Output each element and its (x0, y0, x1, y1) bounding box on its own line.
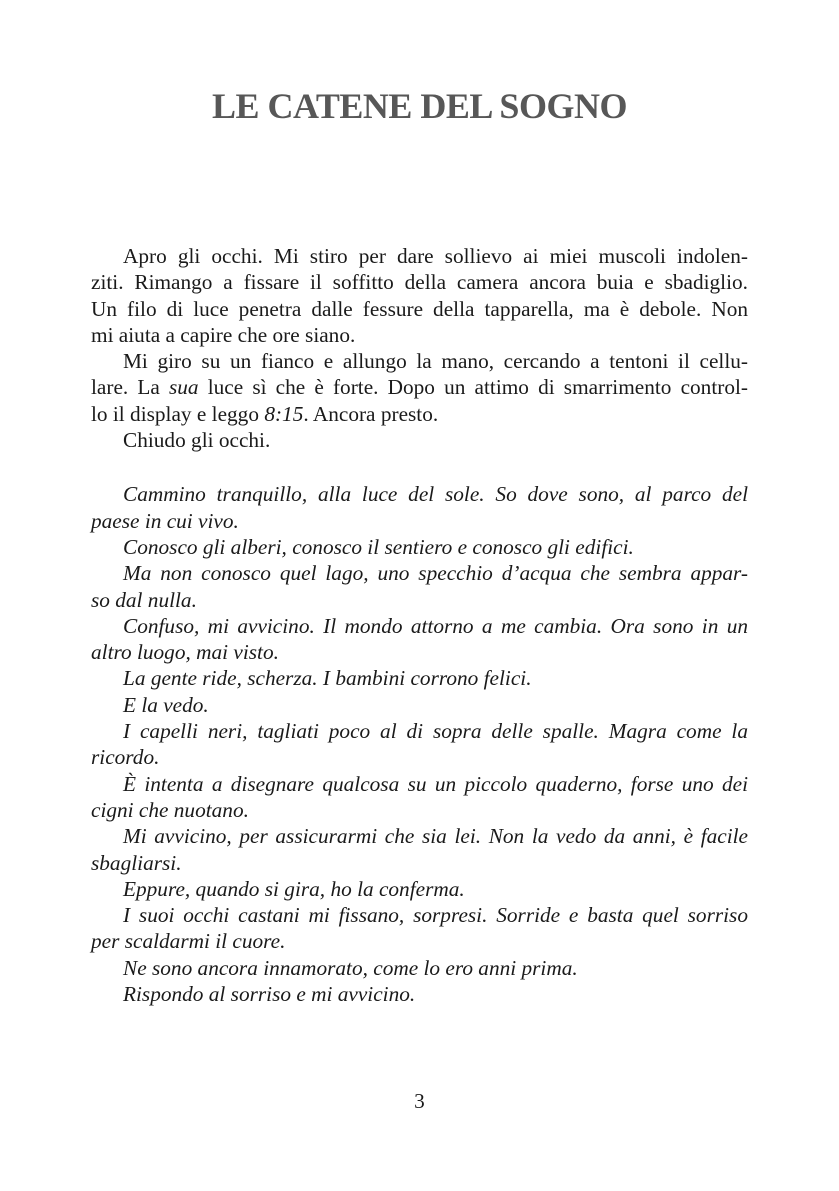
paragraph (91, 692, 748, 718)
text-line (91, 560, 748, 586)
text-segment: Mi giro su un fianco e allungo la mano, cercando a tentoni il cellu- (123, 349, 748, 374)
chapter-title: LE CATENE DEL SOGNO (212, 86, 627, 126)
text-line (91, 401, 748, 427)
italic-emphasis: sua (168, 375, 199, 400)
text-segment: Ne sono ancora innamorato, come lo ero anni prima. (123, 955, 578, 980)
text-segment: Un filo di luce penetra dalle fessure della tapparella, ma è debole. Non (91, 296, 748, 321)
text-line (91, 243, 748, 269)
paragraph (91, 718, 748, 771)
text-segment: Conosco gli alberi, conosco il sentiero e conosco gli edifici. (123, 534, 634, 559)
text-line (91, 797, 748, 823)
text-line (91, 692, 748, 718)
paragraph (91, 955, 748, 981)
text-line (91, 718, 748, 744)
paragraph (91, 560, 748, 613)
paragraph (91, 348, 748, 427)
text-line (91, 823, 748, 849)
text-segment: sbagliarsi. (91, 850, 182, 875)
paragraph (91, 427, 748, 453)
text-line (91, 665, 748, 691)
paragraph (91, 902, 748, 955)
text-line (91, 481, 748, 507)
text-line (91, 348, 748, 374)
text-line (91, 508, 748, 534)
paragraph (91, 243, 748, 348)
paragraph (91, 981, 748, 1007)
text-segment: mi aiuta a capire che ore siano. (91, 322, 356, 347)
text-segment: Rispondo al sorriso e mi avvicino. (123, 982, 416, 1007)
text-line (91, 269, 748, 295)
text-segment: Apro gli occhi. Mi stiro per dare sollievo ai miei muscoli indolen- (123, 244, 748, 268)
text-line (91, 374, 748, 400)
text-segment: Eppure, quando si gira, ho la conferma. (123, 876, 465, 901)
text-segment: Confuso, mi avvicino. Il mondo attorno a me cambia. Ora sono in un (123, 613, 748, 638)
text-segment: I capelli neri, tagliati poco al di sopra delle spalle. Magra come la (123, 719, 748, 744)
text-line (91, 322, 748, 348)
text-segment: Chiudo gli occhi. (123, 428, 271, 453)
text-line (91, 613, 748, 639)
text-line (91, 902, 748, 928)
text-segment: altro luogo, mai visto. (91, 640, 279, 665)
text-segment: . Ancora presto. (303, 401, 439, 426)
paragraph (91, 534, 748, 560)
text-line (91, 427, 748, 453)
text-segment: Mi avvicino, per assicurarmi che sia lei. Non la vedo da anni, è facile (123, 824, 748, 849)
text-line (91, 928, 748, 954)
text-segment: so dal nulla. (91, 587, 197, 612)
text-line (91, 744, 748, 770)
page-number: 3 (414, 1089, 425, 1113)
paragraph (91, 876, 748, 902)
text-line (91, 587, 748, 613)
paragraph (91, 613, 748, 666)
text-segment: ziti. Rimango a fissare il soffitto della camera ancora buia e sbadiglio. (91, 270, 748, 295)
text-segment: La gente ride, scherza. I bambini corrono felici. (123, 666, 532, 691)
body-text (91, 243, 748, 1007)
text-line (91, 771, 748, 797)
text-segment: È intenta a disegnare qualcosa su un piccolo quaderno, forse uno dei (123, 771, 748, 796)
italic-emphasis: 8:15 (264, 401, 304, 426)
text-line (91, 296, 748, 322)
text-segment: per scaldarmi il cuore. (91, 929, 286, 954)
text-line (91, 955, 748, 981)
text-line (91, 850, 748, 876)
text-line (91, 876, 748, 902)
text-line (91, 534, 748, 560)
paragraph (91, 665, 748, 691)
text-segment: lare. La (91, 375, 169, 400)
text-segment: cigni che nuotano. (91, 797, 249, 822)
text-segment: ricordo. (91, 745, 160, 770)
text-segment: paese in cui vivo. (91, 508, 239, 533)
text-line (91, 639, 748, 665)
paragraph (91, 481, 748, 534)
text-segment: I suoi occhi castani mi fissano, sorpresi. Sorride e basta quel sorriso (123, 903, 748, 928)
text-segment: E la vedo. (123, 692, 209, 717)
paragraph (91, 823, 748, 876)
text-line (91, 981, 748, 1007)
text-segment: luce sì che è forte. Dopo un attimo di smarrimento control- (198, 375, 748, 400)
text-segment: lo il display e leggo (91, 401, 265, 426)
text-segment: Ma non conosco quel lago, uno specchio d’acqua che sembra appar- (123, 561, 748, 586)
text-segment: Cammino tranquillo, alla luce del sole. So dove sono, al parco del (123, 482, 748, 507)
paragraph (91, 771, 748, 824)
